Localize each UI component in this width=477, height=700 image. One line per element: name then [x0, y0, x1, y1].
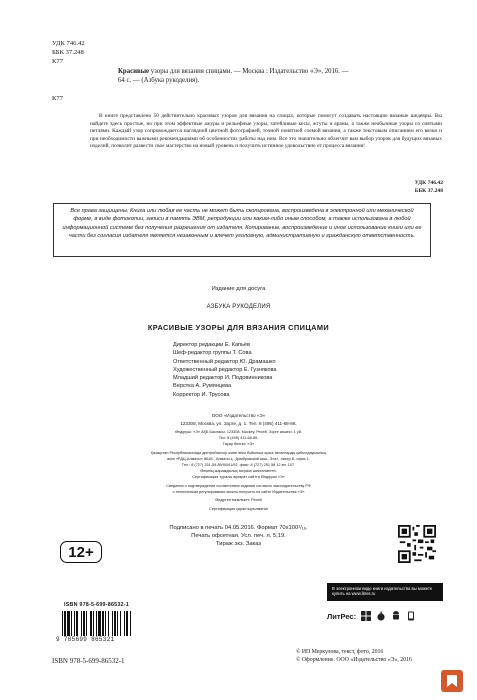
publisher-brand: Тауар белгісі: «Э»	[222, 442, 255, 446]
certification-note: Сертификация қарастырылмаған	[209, 507, 268, 511]
kz-expiry: Өнімнің жарамдылық мерзімі шектелмеген.	[200, 469, 277, 473]
litres-banner: В электронном виде книги издательства вы можете купить на www.litres.ru	[327, 583, 443, 601]
country-origin: Өндірген мемлекет: Ресей	[215, 498, 262, 502]
biblio-line1: узоры для вязания спицами. — Москва : Издательство «Э», 2016. —	[149, 68, 349, 75]
udk-code: УДК 746.42	[52, 40, 85, 47]
kz-address: өкілі «РДЦ-Алматы» ЖШС, Алматы қ., Домбровский көш., 3«а», литер Б, офис 1.	[167, 457, 310, 461]
staff-line: Младший редактор И. Подовинникова	[173, 375, 273, 382]
staff-line: Художественный редактор Е. Гузнякова	[173, 366, 277, 373]
print-offset: Печать офсетная. Усл. печ. л. 5,19.	[191, 533, 286, 539]
staff-line: Ответственный редактор Ю. Драмашко	[173, 358, 276, 365]
litres-row	[327, 609, 443, 623]
bibliographic-description	[118, 67, 443, 85]
publisher-corner-logo	[441, 670, 463, 692]
book-title: КРАСИВЫЕ УЗОРЫ ДЛЯ ВЯЗАНИЯ СПИЦАМИ	[147, 323, 330, 332]
publisher-kz-name: Өндіруші: «Э» АҚБ Баспасы, 123308, Мәскеу, Ресей, Зорге көшесі, 1 үй.	[175, 430, 302, 434]
staff-line: Корректор И. Трусова	[173, 391, 230, 398]
biblio-line2: 64 с. — (Азбука рукоделия).	[118, 77, 200, 84]
copyright-line: © Оформление. ООО «Издательство «Э», 2016	[296, 657, 412, 663]
annotation: В книге представлено 50 действительно красивых узоров для вязания на спицах, которые помогут создавать настоящие вязаные шедевры. Вы найдете здесь простые, но при этом эффектные ажуры и рельефные узоры, затейливые косы, жгуты и араны, а также необычные узоры со снятыми петлями. Каждый узор сопровождается наглядной цветной фотографией, точной понятной схемой вязания, а также текстовым описанием его вязки и при необходимости важными рекомендациями об особенностях работы над ним. Все это значительно облегчит вам выбор узоров для будущих вязаных изделий, позволит развести свое мастерство на новый уровень и получить истинное удовольствие от процесса вязания!	[90, 113, 442, 150]
bbk-code-right: ББК 37.248	[414, 188, 443, 194]
ebook-icon	[406, 611, 416, 621]
isbn-bottom: ISBN 978-5-699-86532-1	[52, 657, 125, 665]
copyright-line: © ИП Меркулова, текст, фото, 2016	[296, 649, 384, 655]
biblio-title: Красивые	[118, 68, 150, 75]
copyright-notice-box: Все права защищены. Книга или любая ее часть не может быть скопирована, воспроизведена в электронной или механической форме, в виде фотокопии, записи в память ЭВМ, репродукции или каким-либо иным способом, а также использована в любой информационной системе без получения разрешения от издателя. Копирование, воспроизведение и иное использование книги или ее части без согласия издателя является незаконным и влечет уголовную, административную и гражданскую ответственность.	[53, 203, 431, 257]
staff-line: Директор редакции Е. Капьёв	[173, 342, 251, 348]
bookmark-icon	[446, 674, 458, 688]
udk-code-right: УДК 746.42	[414, 180, 443, 186]
editorial-staff	[173, 341, 277, 399]
print-run: Тираж экз. Заказ	[215, 541, 262, 547]
windows-icon	[361, 611, 371, 621]
qr-code-icon	[398, 525, 436, 563]
age-rating-badge: 12+	[60, 541, 102, 563]
publisher-address: 123308, Москва, ул. Зорге, д. 1. Тел. 8 (495) 411-68-86.	[180, 421, 297, 426]
barcode-number: 9 785699 865321	[56, 636, 115, 643]
print-signed: Подписано в печать 04.05.2016. Формат 70x100¹/₁₆.	[169, 525, 308, 531]
bbk-code: ББК 37.248	[52, 49, 84, 56]
series-name: АЗБУКА РУКОДЕЛИЯ	[206, 304, 271, 310]
compliance-note-2: о техническом регулировании можно получить на сайте Издательства «Э»	[172, 490, 305, 494]
kz-certification: Сертификация туралы ақпарат сайтта Өндіруші «Э»	[192, 475, 285, 479]
apple-icon	[376, 611, 386, 621]
kz-telephone: Тел.: 8 (727) 251-59-89/90/91/92, факс: 8 (727) 251 58 12 вн. 107.	[181, 463, 296, 467]
author-mark-left: К77	[52, 95, 63, 102]
android-icon	[391, 611, 401, 621]
staff-line: Верстка А. Румянцева	[173, 383, 232, 390]
publisher-name: ООО «Издательство «Э»	[211, 413, 266, 418]
staff-line: Шеф-редактор группы Т. Сова	[173, 350, 252, 357]
author-mark: К77	[52, 58, 63, 65]
edition-type: Издание для досуга	[211, 286, 266, 292]
isbn-label-top: ISBN 978-5-699-86532-1	[64, 602, 129, 608]
barcode-icon	[62, 611, 150, 636]
compliance-note: Сведения о подтверждении соответствия издания согласно законодательству РФ	[166, 484, 311, 488]
copyright-lines	[296, 648, 412, 664]
litres-logo: ЛитРес:	[327, 611, 357, 621]
publisher-tel: Тел. 8 (495) 411-68-86.	[218, 436, 259, 440]
kz-importer: Қазақстан Республикасында дистрибьютор және өнім бойынша арыз-талаптарды қабылдаушының	[150, 451, 327, 455]
